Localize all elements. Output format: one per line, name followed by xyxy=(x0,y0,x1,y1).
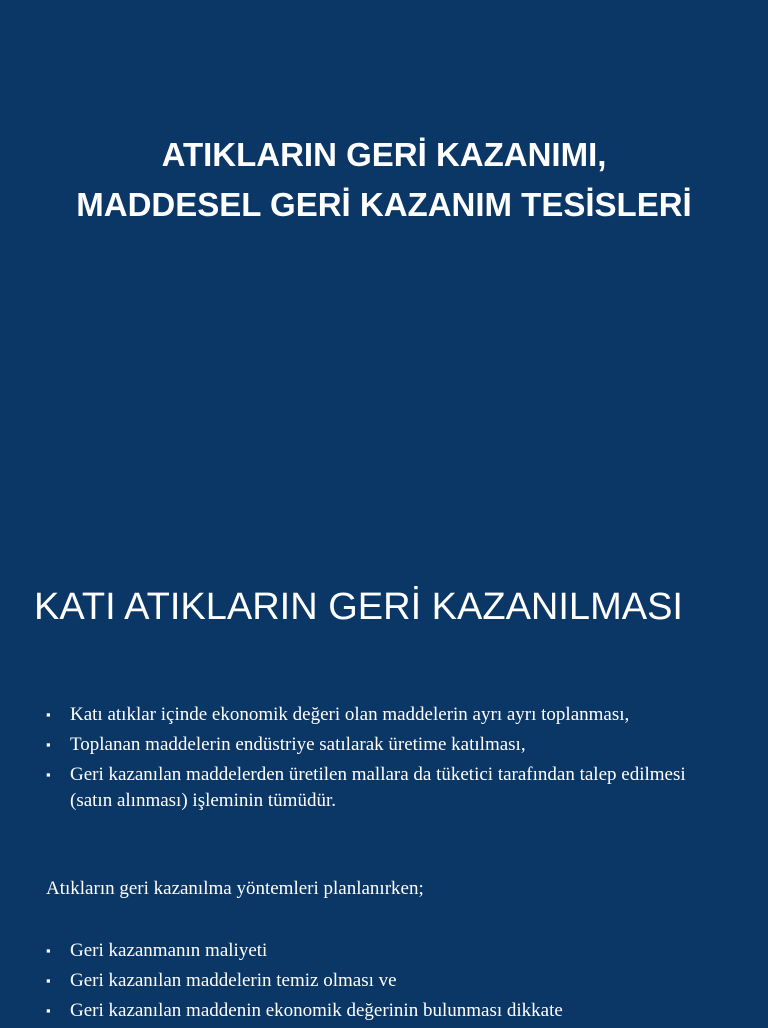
bullet-square-icon: ▪ xyxy=(46,707,51,722)
bullet-text: Geri kazanılan maddelerden üretilen mallara da tüketici tarafından talep edilmesi (satın alınması) işleminin tümüdür. xyxy=(70,764,686,811)
list-item xyxy=(46,938,706,964)
title-line-2: MADDESEL GERİ KAZANIM TESİSLERİ xyxy=(76,186,692,223)
definition-bullet-list xyxy=(46,702,706,818)
bullet-text: Toplanan maddelerin endüstriye satılarak üretime katılması, xyxy=(70,734,526,755)
bullet-square-icon: ▪ xyxy=(46,767,51,782)
bullet-square-icon: ▪ xyxy=(46,943,51,958)
bullet-square-icon: ▪ xyxy=(46,737,51,752)
list-item xyxy=(46,968,706,994)
list-item xyxy=(46,762,706,814)
title-line-1: ATIKLARIN GERİ KAZANIMI, xyxy=(161,136,607,173)
list-item xyxy=(46,732,706,758)
criteria-bullet-list xyxy=(46,938,706,1028)
methods-intro-text: Atıkların geri kazanılma yöntemleri planlanırken; xyxy=(46,878,424,899)
bullet-square-icon: ▪ xyxy=(46,973,51,988)
list-item xyxy=(46,998,706,1024)
presentation-title xyxy=(0,130,768,230)
bullet-text: Geri kazanılan maddenin ekonomik değerinin bulunması dikkate xyxy=(70,1000,563,1021)
bullet-text: Geri kazanılan maddelerin temiz olması ve xyxy=(70,970,397,991)
list-item xyxy=(46,702,706,728)
bullet-text: Geri kazanmanın maliyeti xyxy=(70,940,268,961)
bullet-text: Katı atıklar içinde ekonomik değeri olan maddelerin ayrı ayrı toplanması, xyxy=(70,704,630,725)
bullet-square-icon: ▪ xyxy=(46,1003,51,1018)
section-heading: KATI ATIKLARIN GERİ KAZANILMASI xyxy=(34,586,683,628)
